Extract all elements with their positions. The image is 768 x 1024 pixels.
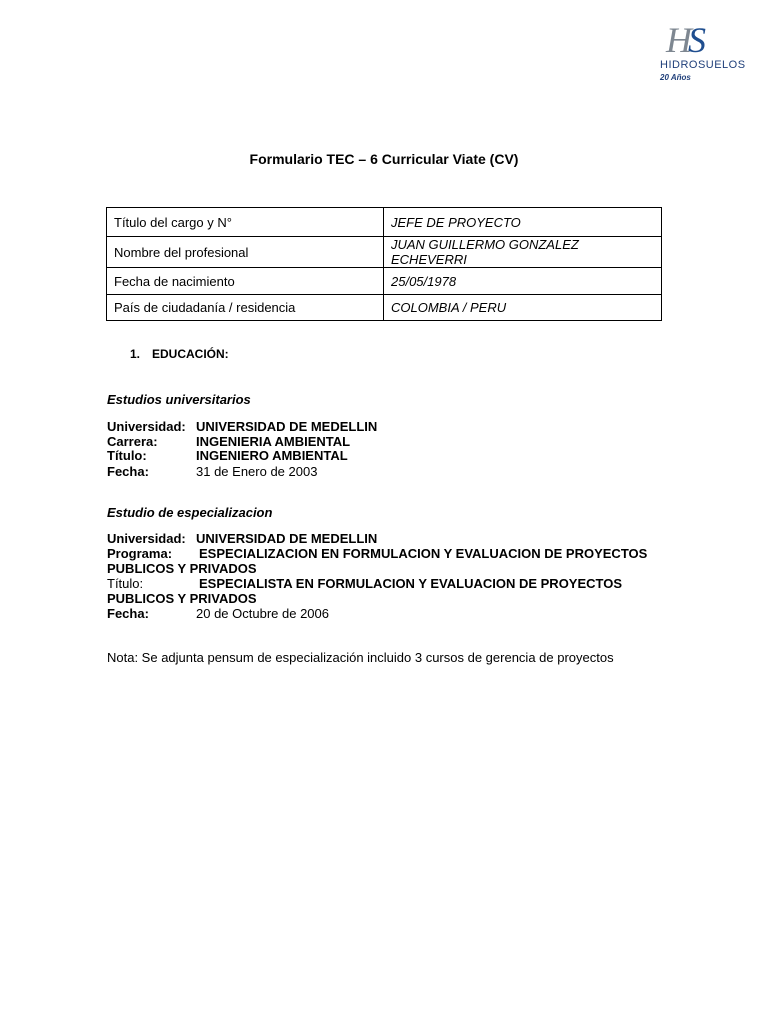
title-row: [107, 448, 348, 463]
spec-program-row-cont: [107, 561, 257, 576]
field-value: 31 de Enero de 2003: [196, 464, 318, 479]
row-value: JEFE DE PROYECTO: [384, 208, 662, 237]
career-row: [107, 434, 350, 449]
row-label: Nombre del profesional: [107, 237, 384, 268]
field-label: Fecha:: [107, 464, 149, 479]
field-label: Título:: [107, 576, 144, 591]
field-value: ESPECIALISTA EN FORMULACION Y EVALUACION DE PROYECTOS: [199, 576, 623, 591]
row-value: COLOMBIA / PERU: [384, 295, 662, 321]
row-label: País de ciudadanía / residencia: [107, 295, 384, 321]
spec-program-row: [107, 546, 647, 561]
row-label: Fecha de nacimiento: [107, 268, 384, 295]
document-title: Formulario TEC – 6 Curricular Viate (CV): [249, 151, 519, 167]
university-studies-heading: Estudios universitarios: [107, 392, 251, 407]
table-row: [107, 268, 662, 295]
spec-date-row: [107, 606, 329, 621]
field-value: UNIVERSIDAD DE MEDELLIN: [196, 531, 378, 546]
spec-title-row-cont: [107, 591, 257, 606]
field-label: Programa:: [107, 546, 173, 561]
field-value: PUBLICOS Y PRIVADOS: [107, 591, 257, 606]
field-label: Fecha:: [107, 606, 149, 621]
row-value: JUAN GUILLERMO GONZALEZ ECHEVERRI: [384, 237, 662, 268]
university-row: [107, 419, 377, 434]
field-label: Universidad:: [107, 531, 186, 546]
field-value: ESPECIALIZACION EN FORMULACION Y EVALUACION DE PROYECTOS: [199, 546, 648, 561]
section-number: 1.: [130, 347, 141, 361]
table-row: [107, 208, 662, 237]
logo-brand: HIDROSUELOS: [660, 59, 746, 71]
section-title: EDUCACIÓN:: [152, 347, 229, 361]
info-table: [106, 207, 662, 321]
field-value: PUBLICOS Y PRIVADOS: [107, 561, 257, 576]
field-value: INGENIERO AMBIENTAL: [196, 448, 348, 463]
note-text: Nota: Se adjunta pensum de especialización incluido 3 cursos de gerencia de proyectos: [107, 650, 614, 665]
field-label: Carrera:: [107, 434, 158, 449]
section-heading: [130, 347, 229, 361]
date-row: [107, 464, 317, 479]
spec-university-row: [107, 531, 377, 546]
spec-title-row: [107, 576, 622, 591]
field-label: Título:: [107, 448, 147, 463]
field-label: Universidad:: [107, 419, 186, 434]
row-value: 25/05/1978: [384, 268, 662, 295]
company-logo: [658, 20, 746, 86]
table-row: [107, 237, 662, 268]
field-value: 20 de Octubre de 2006: [196, 606, 329, 621]
field-value: UNIVERSIDAD DE MEDELLIN: [196, 419, 378, 434]
logo-years: 20 Años: [660, 73, 691, 82]
specialization-heading: Estudio de especializacion: [107, 505, 273, 520]
table-row: [107, 295, 662, 321]
row-label: Título del cargo y N°: [107, 208, 384, 237]
logo-mark: HS: [666, 20, 702, 60]
field-value: INGENIERIA AMBIENTAL: [196, 434, 351, 449]
